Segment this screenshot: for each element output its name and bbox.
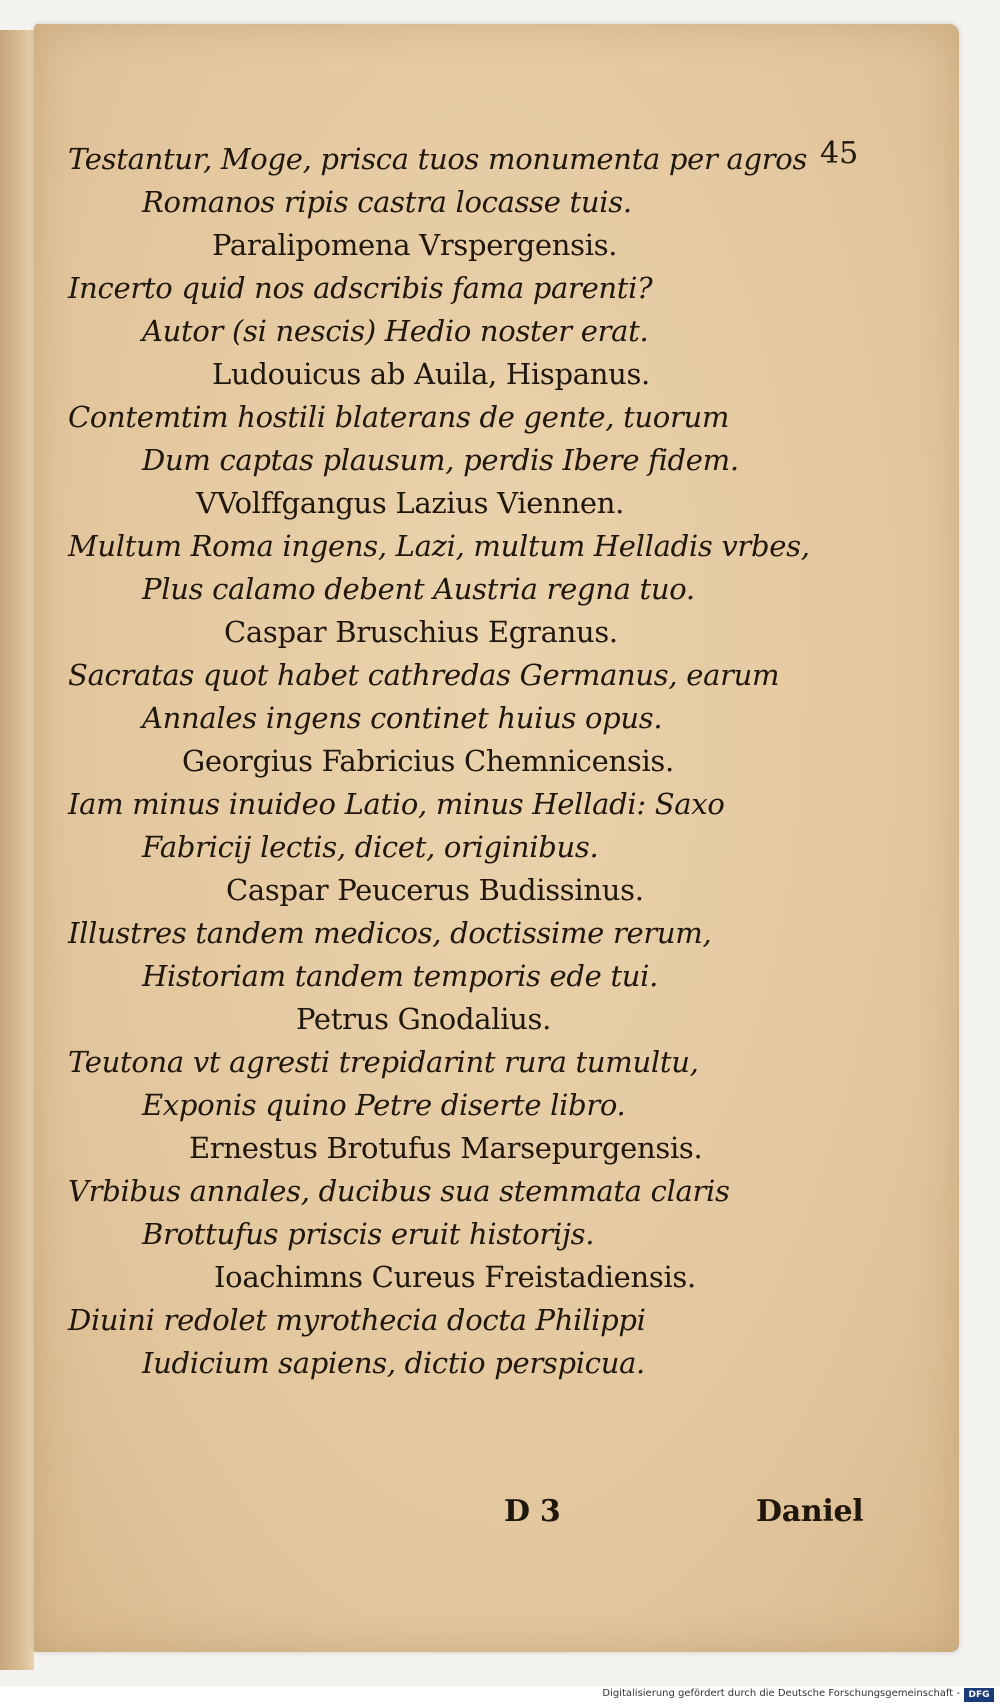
verse-line: Plus calamo debent Austria regna tuo. xyxy=(142,572,695,606)
author-heading: Caspar Peucerus Budissinus. xyxy=(226,873,644,907)
verse-line: Autor (si nescis) Hedio noster erat. xyxy=(142,314,649,348)
signature-mark: D 3 xyxy=(504,1494,561,1529)
catchword: Daniel xyxy=(756,1494,864,1529)
author-heading: Paralipomena Vrspergensis. xyxy=(212,228,618,262)
footer-credit: Digitalisierung gefördert durch die Deutsche Forschungsgemeinschaft - xyxy=(602,1688,960,1699)
verse-line: Vrbibus annales, ducibus sua stemmata claris xyxy=(68,1174,730,1208)
page-number: 45 xyxy=(820,136,859,171)
verse-line: Testantur, Moge, prisca tuos monumenta per agros xyxy=(68,142,808,176)
author-heading: Caspar Bruschius Egranus. xyxy=(224,615,618,649)
dfg-logo: DFG xyxy=(964,1688,994,1702)
verse-line: Annales ingens continet huius opus. xyxy=(142,701,663,735)
verse-line: Contemtim hostili blaterans de gente, tuorum xyxy=(68,400,730,434)
author-heading: Ioachimns Cureus Freistadiensis. xyxy=(214,1260,696,1294)
author-heading: Ludouicus ab Auila, Hispanus. xyxy=(212,357,650,391)
verse-line: Illustres tandem medicos, doctissime rerum, xyxy=(68,916,712,950)
author-heading: Ernestus Brotufus Marsepurgensis. xyxy=(189,1131,703,1165)
author-heading: Petrus Gnodalius. xyxy=(296,1002,552,1036)
verse-line: Multum Roma ingens, Lazi, multum Helladis vrbes, xyxy=(68,529,810,563)
verse-line: Brottufus priscis eruit historijs. xyxy=(142,1217,595,1251)
verse-line: Fabricij lectis, dicet, originibus. xyxy=(142,830,599,864)
verse-line: Dum captas plausum, perdis Ibere fidem. xyxy=(142,443,739,477)
author-heading: Georgius Fabricius Chemnicensis. xyxy=(182,744,674,778)
book-page xyxy=(34,24,959,1652)
verse-line: Teutona vt agresti trepidarint rura tumultu, xyxy=(68,1045,699,1079)
verse-line: Sacratas quot habet cathredas Germanus, earum xyxy=(68,658,780,692)
verse-line: Historiam tandem temporis ede tui. xyxy=(142,959,659,993)
left-page-edge xyxy=(0,30,34,1670)
author-heading: VVolffgangus Lazius Viennen. xyxy=(196,486,625,520)
verse-line: Iam minus inuideo Latio, minus Helladi: Saxo xyxy=(68,787,725,821)
verse-line: Incerto quid nos adscribis fama parenti? xyxy=(68,271,653,305)
verse-line: Diuini redolet myrothecia docta Philippi xyxy=(68,1303,646,1337)
verse-line: Exponis quino Petre diserte libro. xyxy=(142,1088,626,1122)
verse-line: Iudicium sapiens, dictio perspicua. xyxy=(142,1346,645,1380)
verse-line: Romanos ripis castra locasse tuis. xyxy=(142,185,632,219)
